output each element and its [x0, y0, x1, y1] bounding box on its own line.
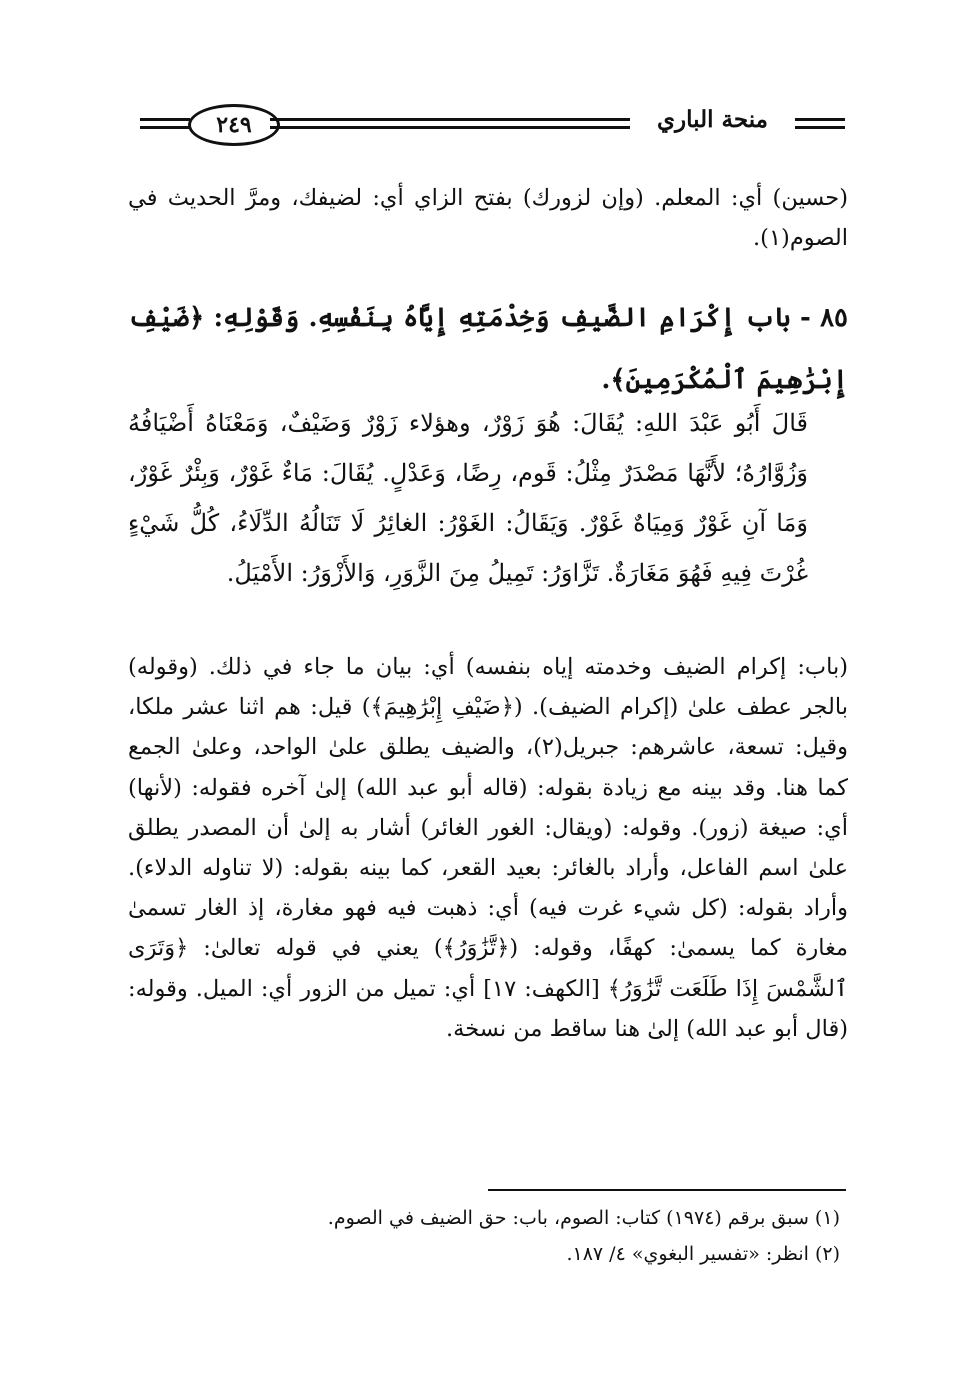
intro-text: (حسين) أي: المعلم. (وإن لزورك) بفتح الزاي أي: لضيفك، ومرَّ الحديث في الصوم(١). — [128, 185, 848, 251]
header-rule — [795, 118, 845, 121]
footnote-1: (١) سبق برقم (١٩٧٤) كتاب: الصوم، باب: حق الضيف في الصوم. — [327, 1207, 840, 1229]
running-title: منحة الباري — [657, 106, 768, 133]
header-rule — [795, 126, 845, 129]
footnote-2: (٢) انظر: «تفسير البغوي» ٤/ ١٨٧. — [566, 1243, 840, 1265]
header-rule — [270, 126, 630, 129]
commentary-text: (باب: إكرام الضيف وخدمته إياه بنفسه) أي: بيان ما جاء في ذلك. (وقوله) بالجر عطف علىٰ (إكرام الضيف). (﴿ضَيْفِ إِبْرَٰهِيمَ﴾) قيل: هم اثنا عشر ملكا، وقيل: تسعة، عاشرهم: جبريل(٢)، والضيف يطلق علىٰ الواحد، وعلىٰ الجمع كما هنا. وقد بينه مع زيادة بقوله: (قاله أبو عبد الله) إلىٰ آخره فقوله: (لأنها) أي: صيغة (زور). وقوله: (ويقال: الغور الغائر) أشار به إلىٰ أن المصدر يطلق علىٰ اسم الفاعل، وأراد بالغائر: بعيد القعر، كما بينه بقوله: (لا تناوله الدلاء). وأراد بقوله: (كل شيء غرت فيه) أي: ذهبت فيه فهو مغارة، إذ الغار تسمىٰ مغارة كما يسمىٰ: كهفًا، وقوله: (﴿تَّزَٰوَرُ﴾) يعني في قوله تعالىٰ: ﴿وَتَرَى ٱلشَّمْسَ إِذَا طَلَعَت تَّزَٰوَرُ﴾ [الكهف: ١٧] أي: تميل من الزور أي: الميل. وقوله: (قال أبو عبد الله) إلىٰ هنا ساقط من نسخة. — [128, 654, 848, 1042]
header-rule — [140, 118, 190, 121]
page-header — [130, 98, 848, 154]
header-rule — [270, 118, 630, 121]
header-rule — [140, 126, 190, 129]
intro-paragraph — [128, 178, 848, 258]
chapter-heading: ٨٥ - باب إِكْرَامِ الضَّيفِ وَخِدْمَتِهِ إِيَّاهُ بِنَفْسِهِ. وَقَوْلِهِ: ﴿ضَيْفِ إِبْرَٰهِيمَ ٱلْمُكْرَمِينَ﴾. — [128, 303, 848, 395]
page-number: ٢٤٩ — [188, 104, 280, 146]
footnote-separator — [488, 1189, 846, 1191]
commentary-paragraph — [128, 647, 848, 1049]
footnotes — [128, 1200, 846, 1272]
hadith-text: قَالَ أَبُو عَبْدَ اللهِ: يُقَالَ: هُوَ زَوْرٌ، وهؤلاء زَوْرٌ وَضَيْفٌ، وَمَعْنَاهُ أَضْيَافُهُ وَزُوَّارُهُ؛ لأَنَّهَا مَصْدَرٌ مِثْلُ: قَوم، رِضًا، وَعَدْلٍ. يُقَالَ: مَاءٌ غَوْرٌ، وَبِئْرٌ غَوْرٌ، وَمَا آنِ غَوْرٌ وَمِيَاهٌ غَوْرٌ. وَيَقَالُ: الغَوْرُ: الغائِرُ لَا تَنَالُهُ الدِّلَاءُ، كُلُّ شَيْءٍ غُرْتَ فِيهِ فَهُوَ مَغَارَةٌ. تَزَّاوَرُ: تَمِيلُ مِنَ الزَّوَرِ، وَالأَزْوَرُ: الأَمْيَلُ. — [128, 409, 808, 587]
